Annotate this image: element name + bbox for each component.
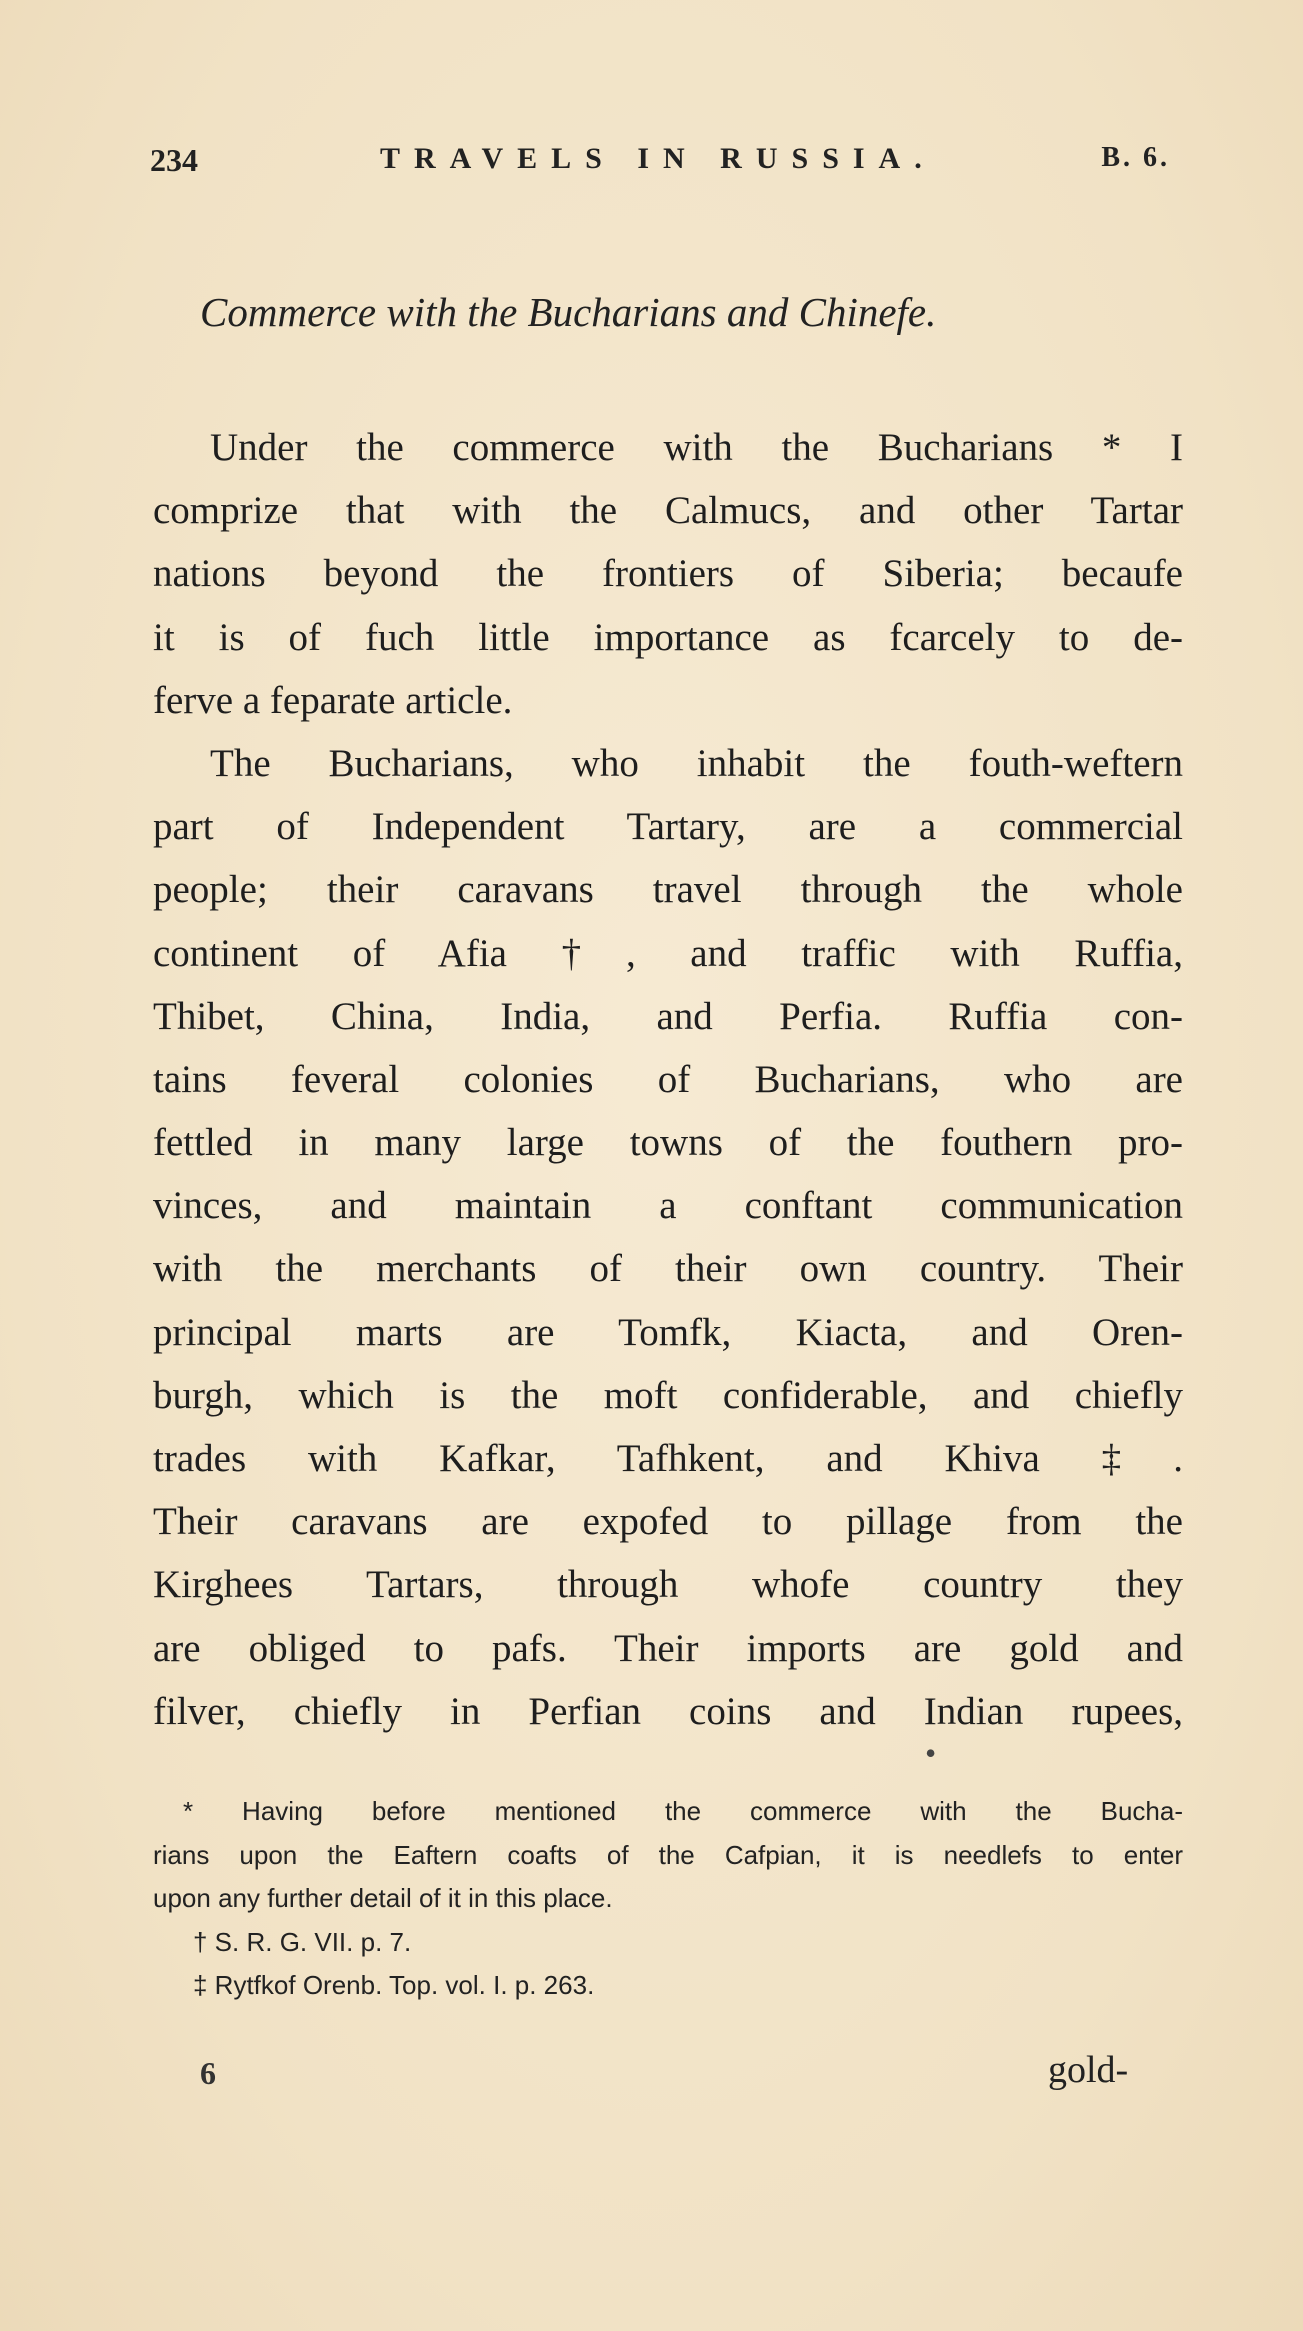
body-line: fettled in many large towns of the fouthern pro- xyxy=(153,1121,1183,1165)
footnotes xyxy=(153,1790,1183,2008)
body-line: Kirghees Tartars, through whofe country they xyxy=(153,1563,1183,1607)
book-reference: B. 6. xyxy=(1101,142,1170,173)
body-line: are obliged to pafs. Their imports are gold and xyxy=(153,1626,1183,1670)
body-line: people; their caravans travel through the whole xyxy=(153,868,1183,912)
footnote-double-dagger: ‡ Rytfkof Orenb. Top. vol. I. p. 263. xyxy=(193,1970,595,2001)
body-line: burgh, which is the moft confiderable, and chiefly xyxy=(153,1373,1183,1417)
running-title: TRAVELS IN RUSSIA. xyxy=(380,142,936,175)
body-line: Thibet, China, India, and Perfia. Ruffia con- xyxy=(153,994,1183,1038)
body-text xyxy=(153,416,1183,1743)
section-title: Commerce with the Bucharians and Chinefe. xyxy=(200,289,937,335)
body-line: vinces, and maintain a conftant communication xyxy=(153,1184,1183,1228)
body-line: continent of Afia †, and traffic with Ruffia, xyxy=(153,931,1183,975)
footnote-line: rians upon the Eaftern coafts of the Cafpian, it is needlefs to enter xyxy=(153,1839,1183,1870)
body-line: filver, chiefly in Perfian coins and Indian rupees, xyxy=(153,1689,1183,1733)
body-line: trades with Kafkar, Tafhkent, and Khiva ‡. xyxy=(153,1437,1183,1480)
body-line: nations beyond the frontiers of Siberia; becaufe xyxy=(153,552,1183,596)
body-line: Their caravans are expofed to pillage from the xyxy=(153,1500,1183,1544)
signature-mark: 6 xyxy=(200,2055,216,2091)
body-line: comprize that with the Calmucs, and other Tartar xyxy=(153,489,1183,533)
body-line: it is of fuch little importance as fcarcely to de- xyxy=(153,615,1183,659)
page-number: 234 xyxy=(150,142,198,178)
footnote-dagger: † S. R. G. VII. p. 7. xyxy=(193,1926,412,1957)
body-line: Under the commerce with the Bucharians * I xyxy=(210,426,1183,469)
footnote-line: upon any further detail of it in this place. xyxy=(153,1883,613,1914)
body-line: principal marts are Tomfk, Kiacta, and Oren- xyxy=(153,1310,1183,1354)
body-line: The Bucharians, who inhabit the fouth-weftern xyxy=(210,741,1183,785)
running-head xyxy=(150,142,1170,202)
footnote-mark: • xyxy=(925,1735,937,1771)
body-line: part of Independent Tartary, are a commercial xyxy=(153,805,1183,849)
catchword: gold- xyxy=(1048,2049,1129,2091)
footnote-line: * Having before mentioned the commerce with the Bucha- xyxy=(183,1796,1183,1826)
body-line: with the merchants of their own country. Their xyxy=(153,1247,1183,1291)
body-line: ferve a feparate article. xyxy=(153,678,513,722)
body-line: tains feveral colonies of Bucharians, who are xyxy=(153,1057,1183,1101)
